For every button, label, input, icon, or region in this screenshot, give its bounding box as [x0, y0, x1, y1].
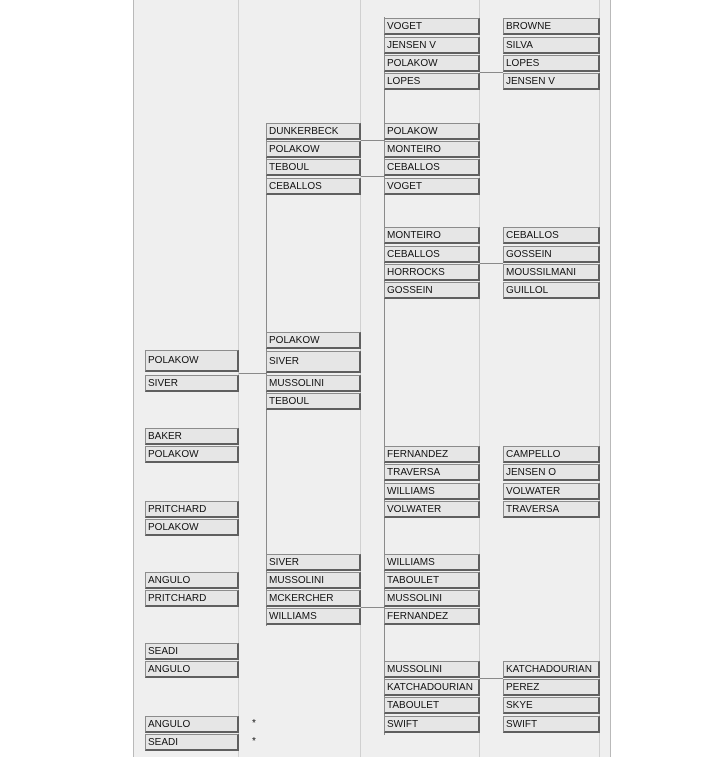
bracket-entry[interactable]: TRAVERSA: [384, 464, 480, 481]
bracket-entry[interactable]: CEBALLOS: [384, 246, 480, 263]
bracket-entry[interactable]: VOGET: [384, 18, 480, 35]
bracket-entry[interactable]: GUILLOL: [503, 282, 600, 299]
bracket-entry[interactable]: TRAVERSA: [503, 501, 600, 518]
bracket-entry[interactable]: KATCHADOURIAN: [384, 679, 480, 696]
bracket-entry[interactable]: JENSEN V: [503, 73, 600, 90]
bracket-entry[interactable]: MUSSOLINI: [384, 661, 480, 678]
bracket-entry[interactable]: POLAKOW: [384, 123, 480, 140]
bracket-entry[interactable]: JENSEN O: [503, 464, 600, 481]
bracket-entry[interactable]: TEBOUL: [266, 159, 361, 176]
bracket-entry[interactable]: CEBALLOS: [503, 227, 600, 244]
asterisk-mark: *: [252, 736, 256, 747]
bracket-entry[interactable]: WILLIAMS: [384, 554, 480, 571]
bracket-connector: [480, 678, 503, 679]
bracket-entry[interactable]: SKYE: [503, 697, 600, 714]
bracket-connector: [480, 72, 503, 73]
bracket-entry[interactable]: GOSSEIN: [503, 246, 600, 263]
bracket-entry[interactable]: KATCHADOURIAN: [503, 661, 600, 678]
bracket-entry[interactable]: SIVER: [266, 351, 361, 373]
bracket-entry[interactable]: POLAKOW: [145, 446, 239, 463]
bracket-entry[interactable]: SEADI: [145, 643, 239, 660]
bracket-entry[interactable]: MOUSSILMANI: [503, 264, 600, 281]
bracket-entry[interactable]: TABOULET: [384, 697, 480, 714]
bracket-entry[interactable]: TEBOUL: [266, 393, 361, 410]
bracket-entry[interactable]: VOGET: [384, 178, 480, 195]
bracket-entry[interactable]: SWIFT: [503, 716, 600, 733]
bracket-connector: [239, 373, 266, 374]
bracket-connector: [480, 263, 503, 264]
bracket-entry[interactable]: POLAKOW: [384, 55, 480, 72]
bracket-entry[interactable]: CEBALLOS: [266, 178, 361, 195]
bracket-entry[interactable]: MONTEIRO: [384, 227, 480, 244]
bracket-entry[interactable]: CAMPELLO: [503, 446, 600, 463]
bracket-entry[interactable]: MCKERCHER: [266, 590, 361, 607]
bracket-entry[interactable]: ANGULO: [145, 716, 239, 733]
bracket-entry[interactable]: CEBALLOS: [384, 159, 480, 176]
bracket-entry[interactable]: MUSSOLINI: [266, 572, 361, 589]
bracket-entry[interactable]: SILVA: [503, 37, 600, 54]
bracket-entry[interactable]: ANGULO: [145, 572, 239, 589]
bracket-entry[interactable]: WILLIAMS: [266, 608, 361, 625]
bracket-entry[interactable]: LOPES: [503, 55, 600, 72]
bracket-entry[interactable]: PRITCHARD: [145, 501, 239, 518]
asterisk-mark: *: [252, 718, 256, 729]
bracket-entry[interactable]: SWIFT: [384, 716, 480, 733]
bracket-entry[interactable]: FERNANDEZ: [384, 446, 480, 463]
bracket-entry[interactable]: SEADI: [145, 734, 239, 751]
bracket-entry[interactable]: WILLIAMS: [384, 483, 480, 500]
column-guide: [479, 0, 480, 757]
bracket-entry[interactable]: GOSSEIN: [384, 282, 480, 299]
bracket-entry[interactable]: POLAKOW: [145, 350, 239, 372]
bracket-entry[interactable]: ANGULO: [145, 661, 239, 678]
bracket-entry[interactable]: BAKER: [145, 428, 239, 445]
bracket-connector: [361, 140, 384, 141]
bracket-entry[interactable]: BROWNE: [503, 18, 600, 35]
bracket-entry[interactable]: SIVER: [266, 554, 361, 571]
bracket-entry[interactable]: VOLWATER: [384, 501, 480, 518]
column-guide: [599, 0, 600, 757]
bracket-entry[interactable]: POLAKOW: [145, 519, 239, 536]
bracket-entry[interactable]: DUNKERBECK: [266, 123, 361, 140]
bracket-entry[interactable]: POLAKOW: [266, 141, 361, 158]
bracket-entry[interactable]: PRITCHARD: [145, 590, 239, 607]
bracket-entry[interactable]: POLAKOW: [266, 332, 361, 349]
bracket-entry[interactable]: VOLWATER: [503, 483, 600, 500]
bracket-entry[interactable]: PEREZ: [503, 679, 600, 696]
bracket-entry[interactable]: MUSSOLINI: [266, 375, 361, 392]
bracket-entry[interactable]: LOPES: [384, 73, 480, 90]
bracket-entry[interactable]: MUSSOLINI: [384, 590, 480, 607]
bracket-connector: [361, 607, 384, 608]
bracket-entry[interactable]: HORROCKS: [384, 264, 480, 281]
bracket-entry[interactable]: MONTEIRO: [384, 141, 480, 158]
bracket-entry[interactable]: JENSEN V: [384, 37, 480, 54]
bracket-entry[interactable]: FERNANDEZ: [384, 608, 480, 625]
bracket-connector: [361, 176, 384, 177]
bracket-entry[interactable]: TABOULET: [384, 572, 480, 589]
bracket-entry[interactable]: SIVER: [145, 375, 239, 392]
